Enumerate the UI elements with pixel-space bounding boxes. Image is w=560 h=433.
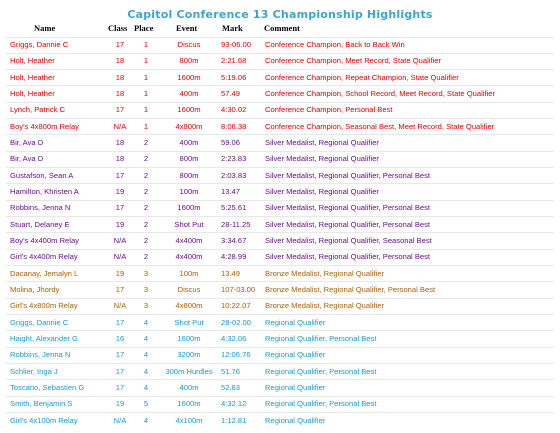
cell-class: N/A <box>113 121 127 131</box>
row-divider <box>6 183 554 184</box>
row-divider <box>6 69 554 70</box>
cell-mark: 5:25.61 <box>221 203 247 213</box>
cell-place: 2 <box>143 186 149 196</box>
cell-mark: 57.49 <box>221 88 241 98</box>
cell-comment: Silver Medalist, Regional Qualifier, Personal Best <box>265 203 431 213</box>
cell-class: 18 <box>115 72 125 82</box>
table-row <box>0 202 560 214</box>
cell-class: 18 <box>115 56 125 66</box>
row-divider <box>6 151 554 152</box>
cell-name: Bir, Ava D <box>10 137 44 147</box>
cell-mark: 1:12.81 <box>221 415 247 425</box>
cell-comment: Regional Qualifier <box>265 317 326 327</box>
cell-class: 19 <box>115 399 125 409</box>
cell-event: 1600m <box>177 72 201 82</box>
table-row <box>0 104 560 116</box>
cell-class: 19 <box>115 186 125 196</box>
row-divider <box>6 53 554 54</box>
cell-mark: 10:22.07 <box>221 301 251 311</box>
cell-comment: Conference Champion, Seasonal Best, Meet Record, State Qualifier <box>265 121 495 131</box>
cell-event: 4x400m <box>175 252 203 262</box>
row-divider <box>6 167 554 168</box>
header-place: Place <box>134 23 154 33</box>
cell-comment: Silver Medalist, Regional Qualifier, Seasonal Best <box>265 235 432 245</box>
cell-mark: 93-06.00 <box>221 40 251 49</box>
cell-place: 2 <box>143 170 149 180</box>
cell-place: 4 <box>143 333 149 343</box>
row-divider <box>6 363 554 364</box>
cell-mark: 28-11.25 <box>221 219 251 229</box>
cell-class: 17 <box>115 40 125 49</box>
cell-name: Gustafson, Sean A <box>10 170 74 180</box>
header-mark: Mark <box>222 23 243 33</box>
cell-event: Discus <box>177 284 201 294</box>
table-row <box>0 219 560 231</box>
cell-mark: 59.06 <box>221 137 241 147</box>
cell-event: 400m <box>179 88 199 98</box>
cell-comment: Silver Medalist, Regional Qualifier <box>265 154 379 164</box>
row-divider <box>6 134 554 135</box>
cell-class: 18 <box>115 88 125 98</box>
cell-event: 100m <box>179 186 199 196</box>
table-row <box>0 186 560 198</box>
cell-name: Boy's 4x400m Relay <box>10 235 79 245</box>
row-divider <box>6 216 554 217</box>
table-row <box>0 251 560 263</box>
cell-place: 1 <box>143 88 149 98</box>
cell-place: 2 <box>143 252 149 262</box>
cell-name: Bir, Ava D <box>10 154 44 164</box>
cell-comment: Bronze Medalist, Regional Qualifier <box>265 301 385 311</box>
cell-class: N/A <box>113 252 127 262</box>
cell-class: N/A <box>113 301 127 311</box>
cell-comment: Regional Qualifier <box>265 350 326 360</box>
table-row <box>0 39 560 51</box>
cell-event: 400m <box>179 137 199 147</box>
cell-event: 800m <box>179 56 199 66</box>
cell-place: 4 <box>143 366 149 376</box>
cell-event: 800m <box>179 170 199 180</box>
page-title: Capitol Conference 13 Championship Highlights <box>127 8 433 21</box>
cell-place: 1 <box>143 40 149 49</box>
cell-event: 1600m <box>177 105 201 115</box>
cell-name: Griggs, Dannie C <box>10 317 69 327</box>
cell-event: 4x100m <box>175 415 203 425</box>
cell-name: Schlier, Inga J <box>10 366 58 376</box>
cell-mark: 4:32.06 <box>221 333 247 343</box>
header-name: Name <box>34 23 56 33</box>
cell-name: Robbins, Jenna N <box>10 203 71 213</box>
table-row <box>0 333 560 345</box>
cell-mark: 2:23.83 <box>221 154 247 164</box>
cell-event: 4x800m <box>175 121 203 131</box>
cell-class: 17 <box>115 382 125 392</box>
cell-name: Girl's 4x800m Relay <box>10 301 78 311</box>
table-row <box>0 317 560 329</box>
header-class: Class <box>108 23 128 33</box>
row-divider <box>6 396 554 397</box>
cell-event: 1600m <box>177 203 201 213</box>
cell-comment: Conference Champion, Back to Back Win <box>265 40 405 49</box>
cell-event: 400m <box>179 382 199 392</box>
table-row <box>0 382 560 394</box>
cell-event: 800m <box>179 154 199 164</box>
cell-comment: Regional Qualifier, Personal Best <box>265 333 377 343</box>
header-event: Event <box>176 23 198 33</box>
table-row <box>0 72 560 84</box>
cell-place: 1 <box>143 72 149 82</box>
cell-mark: 51.76 <box>221 366 241 376</box>
cell-mark: 52.83 <box>221 382 241 392</box>
cell-name: Girl's 4x400m Relay <box>10 252 78 262</box>
cell-place: 2 <box>143 203 149 213</box>
table-row <box>0 153 560 165</box>
cell-class: 17 <box>115 284 125 294</box>
cell-event: 1600m <box>177 333 201 343</box>
cell-mark: 5:19.06 <box>221 72 247 82</box>
cell-class: 18 <box>115 137 125 147</box>
cell-event: 300m Hurdles <box>165 366 213 376</box>
row-divider <box>6 330 554 331</box>
cell-name: Lynch, Patrick C <box>10 105 66 115</box>
cell-place: 3 <box>143 301 149 311</box>
cell-name: Holt, Heather <box>10 72 55 82</box>
cell-class: 17 <box>115 350 125 360</box>
cell-comment: Conference Champion, Personal Best <box>265 105 393 115</box>
table-row <box>0 55 560 67</box>
cell-comment: Conference Champion, School Record, Meet Record, State Qualifier <box>265 88 496 98</box>
cell-name: Hamilton, Khristen A <box>10 186 79 196</box>
cell-place: 3 <box>143 284 149 294</box>
row-divider <box>6 232 554 233</box>
cell-place: 1 <box>143 56 149 66</box>
cell-class: 16 <box>115 333 125 343</box>
cell-place: 5 <box>143 399 149 409</box>
cell-event: 4x400m <box>175 235 203 245</box>
row-divider <box>6 314 554 315</box>
cell-name: Dacanay, Jemalyn L <box>10 268 79 278</box>
cell-event: 3200m <box>177 350 201 360</box>
cell-place: 4 <box>143 415 149 425</box>
row-divider <box>6 412 554 413</box>
row-divider <box>6 200 554 201</box>
row-divider <box>6 102 554 103</box>
cell-class: 17 <box>115 203 125 213</box>
table-row <box>0 415 560 427</box>
cell-comment: Silver Medalist, Regional Qualifier, Personal Best <box>265 252 431 262</box>
cell-name: Robbins, Jenna N <box>10 350 71 360</box>
table-row <box>0 121 560 133</box>
row-divider <box>6 379 554 380</box>
cell-class: N/A <box>113 415 127 425</box>
cell-place: 4 <box>143 350 149 360</box>
table-row <box>0 88 560 100</box>
cell-class: N/A <box>113 235 127 245</box>
cell-place: 2 <box>143 235 149 245</box>
cell-place: 1 <box>143 121 149 131</box>
cell-place: 4 <box>143 317 149 327</box>
cell-comment: Regional Qualifier, Personal Best <box>265 399 377 409</box>
row-divider <box>6 347 554 348</box>
table-row <box>0 300 560 312</box>
cell-name: Holt, Heather <box>10 88 55 98</box>
cell-event: Discus <box>177 40 201 49</box>
header-comment: Comment <box>264 23 300 33</box>
row-divider <box>6 37 554 38</box>
cell-event: Shot Put <box>174 317 204 327</box>
cell-mark: 107-03.00 <box>221 284 256 294</box>
cell-name: Boy's 4x800m Relay <box>10 121 79 131</box>
table-row <box>0 235 560 247</box>
row-divider <box>6 118 554 119</box>
table-row <box>0 284 560 296</box>
cell-mark: 12:06.76 <box>221 350 251 360</box>
cell-comment: Silver Medalist, Regional Qualifier <box>265 137 379 147</box>
cell-class: 19 <box>115 268 125 278</box>
row-divider <box>6 249 554 250</box>
cell-name: Stuart, Delaney E <box>10 219 70 229</box>
table-row <box>0 398 560 410</box>
cell-class: 17 <box>115 170 125 180</box>
table-row <box>0 366 560 378</box>
cell-mark: 4:28.99 <box>221 252 247 262</box>
row-divider <box>6 265 554 266</box>
cell-mark: 13.49 <box>221 268 241 278</box>
cell-name: Griggs, Dannie C <box>10 40 69 49</box>
cell-place: 4 <box>143 382 149 392</box>
table-row <box>0 268 560 280</box>
cell-comment: Regional Qualifier <box>265 382 326 392</box>
cell-mark: 2:21.68 <box>221 56 247 66</box>
cell-event: Shot Put <box>174 219 204 229</box>
cell-comment: Regional Qualifier <box>265 415 326 425</box>
cell-comment: Regional Qualifier, Personal Best <box>265 366 377 376</box>
table-row <box>0 137 560 149</box>
cell-name: Toscano, Sebastien G <box>10 382 85 392</box>
cell-place: 2 <box>143 219 149 229</box>
cell-name: Holt, Heather <box>10 56 55 66</box>
table-row <box>0 349 560 361</box>
cell-class: 18 <box>115 154 125 164</box>
cell-event: 100m <box>179 268 199 278</box>
cell-mark: 13.47 <box>221 186 241 196</box>
cell-mark: 4:32.12 <box>221 399 247 409</box>
cell-class: 19 <box>115 219 125 229</box>
cell-comment: Bronze Medalist, Regional Qualifier, Personal Best <box>265 284 436 294</box>
table-row <box>0 170 560 182</box>
cell-comment: Silver Medalist, Regional Qualifier <box>265 186 379 196</box>
cell-mark: 2:03.83 <box>221 170 247 180</box>
cell-class: 17 <box>115 105 125 115</box>
cell-place: 3 <box>143 268 149 278</box>
cell-mark: 4:30.02 <box>221 105 247 115</box>
cell-name: Haight, Alexander G <box>10 333 78 343</box>
cell-mark: 28-02.00 <box>221 317 251 327</box>
row-divider <box>6 281 554 282</box>
cell-comment: Silver Medalist, Regional Qualifier, Personal Best <box>265 170 431 180</box>
cell-event: 4x800m <box>175 301 203 311</box>
cell-place: 2 <box>143 137 149 147</box>
cell-event: 1600m <box>177 399 201 409</box>
cell-mark: 3:34.67 <box>221 235 247 245</box>
row-divider <box>6 85 554 86</box>
cell-place: 2 <box>143 154 149 164</box>
cell-class: 17 <box>115 366 125 376</box>
cell-place: 1 <box>143 105 149 115</box>
cell-name: Girl's 4x100m Relay <box>10 415 78 425</box>
cell-comment: Silver Medalist, Regional Qualifier, Personal Best <box>265 219 431 229</box>
cell-comment: Conference Champion, Repeat Champion, State Qualifier <box>265 72 459 82</box>
cell-comment: Conference Champion, Meet Record, State Qualifier <box>265 56 442 66</box>
cell-mark: 8:06.38 <box>221 121 247 131</box>
cell-name: Molina, Jhordy <box>10 284 60 294</box>
cell-comment: Bronze Medalist, Regional Qualifier <box>265 268 385 278</box>
row-divider <box>6 298 554 299</box>
cell-name: Smith, Benjamin S <box>10 399 73 409</box>
cell-class: 17 <box>115 317 125 327</box>
